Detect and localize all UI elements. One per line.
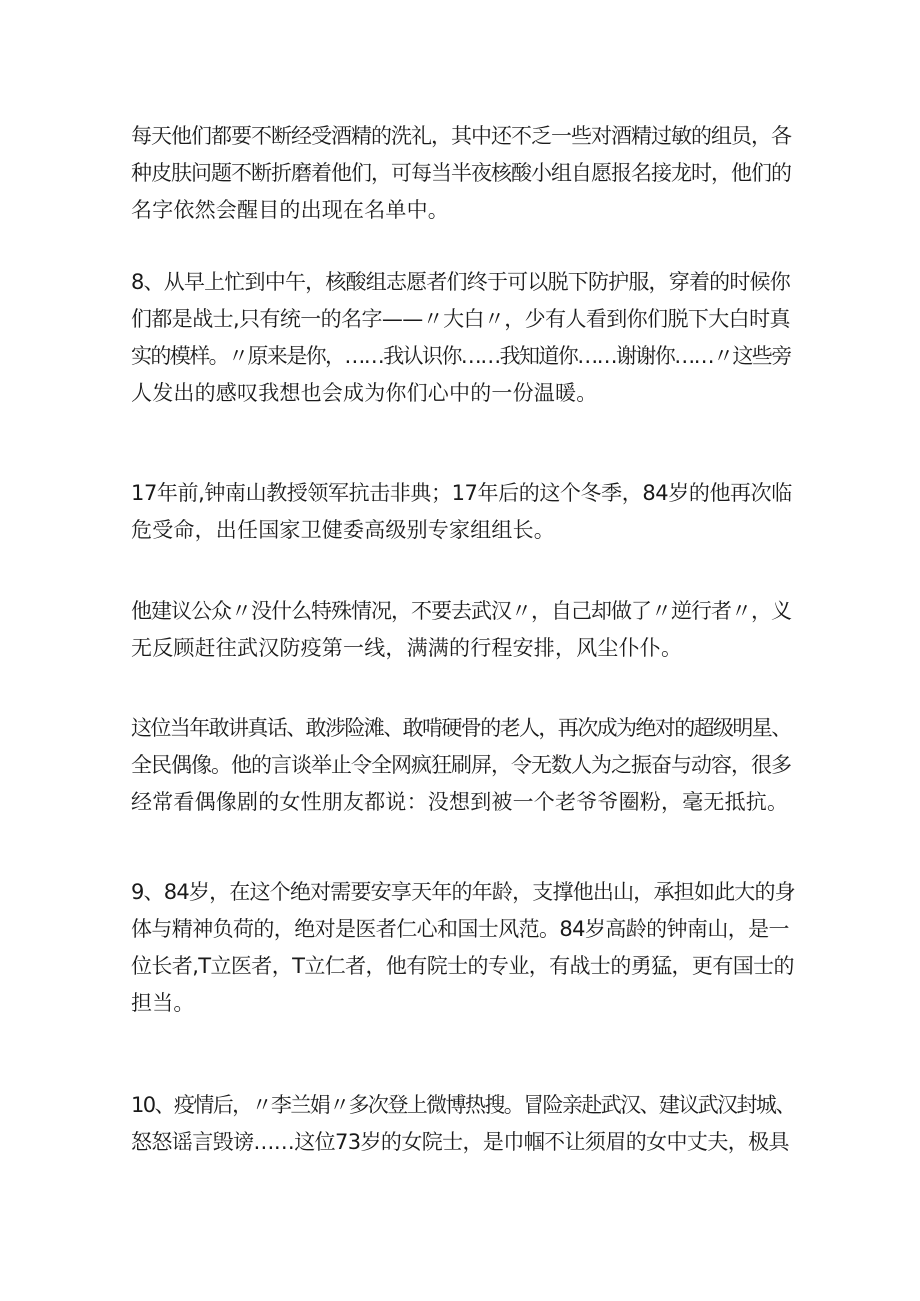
paragraph-line: 担当。	[131, 991, 195, 1015]
paragraph-line: 他建议公众〃没什么特殊情况，不要去武汉〃，自己却做了〃逆行者〃，义	[131, 599, 791, 623]
paragraph-line: 危受命，出任国家卫健委高级别专家组组长。	[131, 518, 555, 542]
paragraph-line: 这位当年敢讲真话、敢涉险滩、敢啃硬骨的老人，再次成为绝对的超级明星、	[131, 716, 791, 740]
paragraph-line: 9、84岁，在这个绝对需要安享天年的年龄，支撑他出山，承担如此大的身	[131, 880, 795, 904]
paragraph-line: 体与精神负荷的，绝对是医者仁心和国士风范。84岁高龄的钟南山，是一	[131, 917, 789, 941]
paragraph-4	[131, 593, 795, 667]
paragraph-2	[131, 264, 795, 412]
paragraph-line: 每天他们都要不断经受酒精的洗礼，其中还不乏一些对酒精过敏的组员，各	[131, 124, 791, 148]
paragraph-1	[131, 118, 795, 229]
paragraph-line: 8、从早上忙到中午，核酸组志愿者们终于可以脱下防护服，穿着的时候你	[131, 270, 790, 294]
paragraph-line: 实的模样。〃原来是你，……我认识你……我知道你……谢谢你……〃这些旁	[131, 344, 791, 368]
paragraph-line: 名字依然会醒目的出现在名单中。	[131, 198, 449, 222]
paragraph-line: 10、疫情后，〃李兰娟〃多次登上微博热搜。冒险亲赴武汉、建议武汉封城、	[131, 1093, 795, 1117]
paragraph-line: 全民偶像。他的言谈举止令全网疯狂刷屏，令无数人为之振奋与动容，很多	[131, 753, 791, 777]
paragraph-3	[131, 475, 795, 549]
paragraph-line: 人发出的感叹我想也会成为你们心中的一份温暖。	[131, 381, 598, 405]
paragraph-line: 怒怒谣言毁谤……这位73岁的女院士，是巾帼不让须眉的女中丈夫，极具	[131, 1130, 789, 1154]
paragraph-line: 种皮肤问题不断折磨着他们，可每当半夜核酸小组自愿报名接龙时，他们的	[131, 161, 791, 185]
paragraph-6	[131, 874, 795, 1022]
paragraph-5	[131, 710, 795, 821]
paragraph-line: 无反顾赶往武汉防疫第一线，满满的行程安排，风尘仆仆。	[131, 636, 683, 660]
paragraph-line: 17年前,钟南山教授领军抗击非典；17年后的这个冬季，84岁的他再次临	[131, 481, 792, 505]
paragraph-line: 位长者,T立医者，T立仁者，他有院士的专业，有战士的勇猛，更有国士的	[131, 954, 794, 978]
paragraph-line: 经常看偶像剧的女性朋友都说：没想到被一个老爷爷圈粉，毫无抵抗。	[131, 790, 789, 814]
paragraph-7	[131, 1087, 795, 1161]
paragraph-line: 们都是战士,只有统一的名字——〃大白〃，少有人看到你们脱下大白时真	[131, 307, 790, 331]
